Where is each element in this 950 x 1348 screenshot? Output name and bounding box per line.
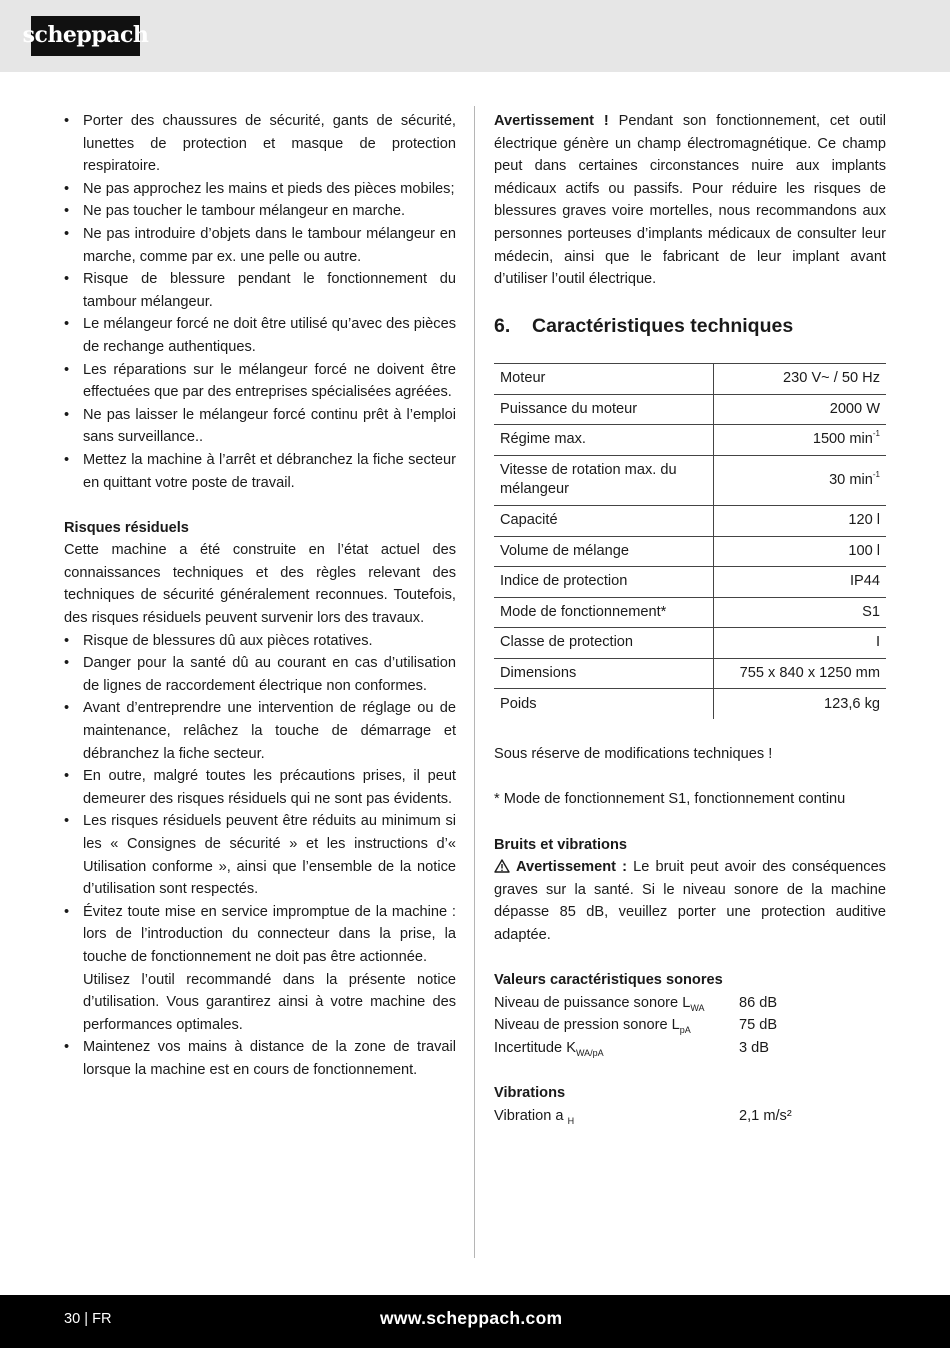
spec-label: Classe de protection — [494, 627, 714, 658]
list-item: • Avant d’entreprendre une intervention de réglage ou de maintenance, relâchez la touche de démarrage et débranchez la fiche secteur. — [64, 697, 456, 765]
mode-note: * Mode de fonctionnement S1, fonctionnement continu — [494, 791, 846, 808]
list-item: • Mettez la machine à l’arrêt et débranchez la fiche secteur en quittant votre poste de travail. — [64, 449, 456, 494]
sound-row: Niveau de puissance sonore $L_{WA}$ 86 dB — [494, 992, 886, 1015]
scheppach-logo: scheppach — [31, 16, 140, 56]
spec-value: IP44 — [714, 566, 887, 597]
table-row — [494, 455, 886, 505]
noise-warning-label: Avertissement : — [516, 859, 628, 876]
spec-value: S1 — [714, 597, 887, 627]
section-number: 6. — [494, 314, 511, 337]
list-item: • Les réparations sur le mélangeur forcé ne doivent être effectuées que par des entreprises spécialisées agréées. — [64, 359, 456, 404]
noise-warning-text: Le bruit peut avoir des conséquences graves sur la santé. Si le niveau sonore de la machine dépasse 85 dB, veuillez porter une protection auditive adaptée. — [494, 859, 886, 943]
table-row — [494, 658, 886, 688]
spec-table — [494, 363, 886, 720]
list-item: • Les risques résiduels peuvent être réduits au minimum si les « Consignes de sécurité » et les instructions d’« Utilisation conforme », ainsi que l’ensemble de la notice d’utilisation sont respectés. — [64, 810, 456, 900]
warning-triangle-icon — [494, 859, 510, 873]
list-item: • Maintenez vos mains à distance de la zone de travail lorsque la machine est en cours de fonctionnement. — [64, 1036, 456, 1081]
list-item: • Risque de blessure pendant le fonctionnement du tambour mélangeur. — [64, 268, 456, 313]
list-item: • Ne pas toucher le tambour mélangeur en marche. — [64, 200, 456, 223]
spec-label: Dimensions — [494, 658, 714, 688]
spec-label: Poids — [494, 688, 714, 719]
list-item: • Risque de blessures dû aux pièces rotatives. — [64, 630, 456, 653]
emf-warning — [494, 110, 886, 291]
list-item-extra: Utilisez l’outil recommandé dans la présente notice d’utilisation. Vous garantirez ainsi à votre machine des performances optimales. — [83, 971, 456, 1033]
list-item-text: Évitez toute mise en service impromptue de la machine : lors de l’introduction du connecteur dans la prise, la touche de fonctionnement ne doit pas être actionnée. — [83, 903, 456, 965]
spec-label: Puissance du moteur — [494, 394, 714, 424]
sound-row: Niveau de pression sonore $L_{pA}$ 75 dB — [494, 1014, 886, 1037]
list-item — [64, 901, 456, 1037]
spec-label: Volume de mélange — [494, 536, 714, 566]
vibration-row: Vibration a $_H$ 2,1 m/s² — [494, 1105, 886, 1128]
spec-label: Moteur — [494, 363, 714, 394]
residual-risks-intro: Cette machine a été construite en l’état actuel des connaissances techniques et des règles relevant des techniques de sécurité généralement reconnues. Toutefois, des risques résiduels peuvent survenir lors des travaux. — [64, 542, 456, 627]
spec-value: 2000 W — [714, 394, 887, 424]
noise-heading: Bruits et vibrations — [494, 836, 627, 853]
warning-text: Pendant son fonctionnement, cet outil électrique génère un champ électromagnétique. Ce champ peut dans certaines circonstances nuire aux implants médicaux actifs ou passifs. Pour réduire les risques de blessures graves voire mortelles, nous recommandons aux personnes porteuses d’implants médicaux de consulter leur médecin, ainsi que le fabricant de leur implant avant d’utiliser l’outil électrique. — [494, 113, 886, 288]
sound-value: 86 dB — [739, 994, 778, 1011]
table-row — [494, 424, 886, 455]
section-title-text: Caractéristiques techniques — [532, 314, 794, 337]
spec-value: 123,6 kg — [714, 688, 887, 719]
noise-warning — [494, 856, 886, 946]
residual-risks-heading: Risques résiduels — [64, 519, 189, 536]
left-column — [64, 110, 456, 1082]
residual-risks-list — [64, 630, 456, 1082]
table-row — [494, 363, 886, 394]
spec-label: Régime max. — [494, 424, 714, 455]
spec-label: Vitesse de rotation max. du mélangeur — [494, 455, 714, 505]
spec-value: 100 l — [714, 536, 887, 566]
list-item: • Ne pas introduire d’objets dans le tambour mélangeur en marche, comme par ex. une pelle ou autre. — [64, 223, 456, 268]
list-item: • Ne pas laisser le mélangeur forcé continu prêt à l’emploi sans surveillance.. — [64, 404, 456, 449]
sound-value: 75 dB — [739, 1017, 778, 1034]
table-row — [494, 536, 886, 566]
warning-label: Avertissement ! — [494, 113, 609, 129]
spec-value: 230 V~ / 50 Hz — [714, 363, 887, 394]
sound-row: Incertitude $K_{WA/pA}$ 3 dB — [494, 1037, 886, 1060]
footer-bar — [0, 1295, 950, 1348]
spec-value: I — [714, 627, 887, 658]
spec-label: Indice de protection — [494, 566, 714, 597]
spec-value: 120 l — [714, 505, 887, 536]
list-item: • Porter des chaussures de sécurité, gants de sécurité, lunettes de protection et masque de protection respiratoire. — [64, 110, 456, 178]
reserve-note: Sous réserve de modifications techniques ! — [494, 746, 773, 763]
table-row — [494, 505, 886, 536]
website-url: www.scheppach.com — [380, 1308, 563, 1328]
right-column — [494, 110, 886, 1127]
spec-label: Mode de fonctionnement* — [494, 597, 714, 627]
vibrations-heading: Vibrations — [494, 1085, 566, 1102]
list-item: • Le mélangeur forcé ne doit être utilisé qu’avec des pièces de rechange authentiques. — [64, 313, 456, 358]
section-title — [494, 313, 886, 339]
table-row — [494, 566, 886, 597]
table-row — [494, 627, 886, 658]
vibration-value: 2,1 m/s² — [739, 1107, 792, 1124]
column-divider — [474, 106, 475, 1258]
spec-label: Capacité — [494, 505, 714, 536]
table-row — [494, 688, 886, 719]
spec-value: 755 x 840 x 1250 mm — [714, 658, 887, 688]
sound-heading: Valeurs caractéristiques sonores — [494, 972, 723, 989]
list-item: • Danger pour la santé dû au courant en cas d’utilisation de lignes de raccordement électrique non conformes. — [64, 652, 456, 697]
spec-value: 1500 $\min^{-1}$ — [714, 424, 887, 455]
table-row — [494, 394, 886, 424]
spec-value: 30 $\min^{-1}$ — [714, 455, 887, 505]
table-row — [494, 597, 886, 627]
list-item: • Ne pas approchez les mains et pieds des pièces mobiles; — [64, 178, 456, 201]
sound-value: 3 dB — [739, 1039, 770, 1056]
page-number: 30 | FR — [64, 1311, 112, 1327]
list-item: • En outre, malgré toutes les précautions prises, il peut demeurer des risques résiduels qui ne sont pas évidents. — [64, 765, 456, 810]
safety-list — [64, 110, 456, 494]
